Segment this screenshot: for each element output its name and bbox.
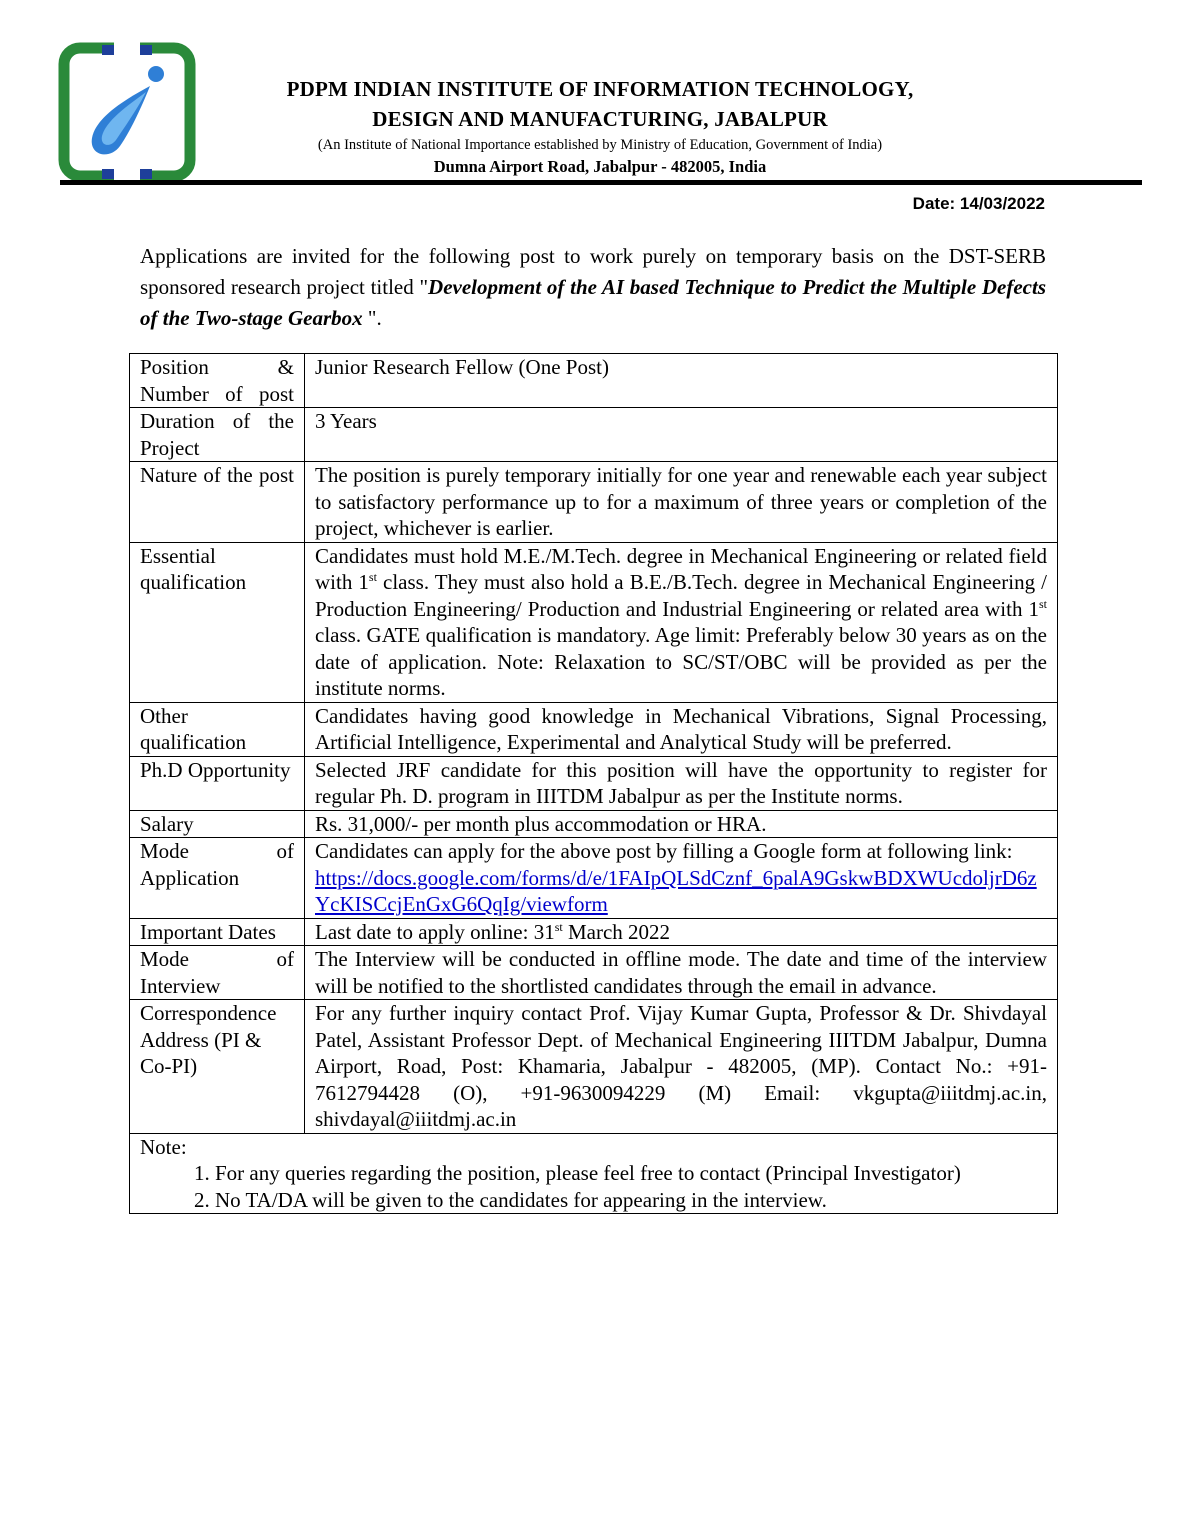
- essential-text-1: Candidates must hold M.E./M.Tech. degree in Mechanical Engineering or related field with 1: [315, 543, 1047, 594]
- essential-text-3: class. GATE qualification is mandatory. Age limit: Preferably below 30 years as on the date of application. Note: Relaxation to SC/ST/OBC will be provided as per the institute norms.: [315, 623, 1047, 700]
- institute-name-line1: PDPM INDIAN INSTITUTE OF INFORMATION TECHNOLOGY,: [286, 77, 914, 101]
- row-label: Nature of the post: [130, 462, 305, 543]
- row-value: Candidates having good knowledge in Mechanical Vibrations, Signal Processing, Artificial Intelligence, Experimental and Analytical Study will be preferred.: [305, 702, 1058, 756]
- row-value: For any further inquiry contact Prof. Vijay Kumar Gupta, Professor & Dr. Shivdayal Patel, Assistant Professor Dept. of Mechanical Engineering IIITDM Jabalpur, Dumna Airport, Road, Post: Khamaria, Jabalpur - 482005, (MP). Contact No.: +91-7612794428 (O), +91-9630094229 (M) Email: vkgupta@iiitdmj.ac.in, shivdayal@iiitdmj.ac.in: [305, 1000, 1058, 1134]
- dates-text: Last date to apply online: 31: [315, 919, 555, 944]
- row-label: Position & Number of post: [130, 354, 305, 408]
- table-row: [130, 702, 1058, 756]
- row-label: Essential qualification: [130, 542, 305, 702]
- intro-end: ".: [362, 306, 382, 330]
- row-value: The position is purely temporary initially for one year and renewable each year subject to satisfactory performance up to for a maximum of three years or completion of the project, whichever is earlier.: [305, 462, 1058, 543]
- project-title: Development of the AI based Technique to Predict the Multiple Defects of the Two-stage Gearbox: [140, 275, 1046, 330]
- notes-list: [140, 1160, 1047, 1213]
- row-value: [305, 542, 1058, 702]
- institute-address: Dumna Airport Road, Jabalpur - 482005, India: [433, 157, 767, 176]
- ordinal-suffix: st: [1038, 596, 1047, 611]
- row-value: [305, 918, 1058, 946]
- row-value: Rs. 31,000/- per month plus accommodation or HRA.: [305, 810, 1058, 838]
- table-row: [130, 1000, 1058, 1134]
- institute-subtitle: (An Institute of National Importance established by Ministry of Education, Government of India): [317, 137, 883, 153]
- table-row: [130, 810, 1058, 838]
- application-text: Candidates can apply for the above post by filling a Google form at following link:: [315, 839, 1013, 863]
- row-label: Mode of Interview: [130, 946, 305, 1000]
- dates-month: March 2022: [562, 919, 671, 944]
- notes-cell: [130, 1133, 1058, 1214]
- table-row: [130, 946, 1058, 1000]
- note-item: 1. For any queries regarding the position, please feel free to contact (Principal Investigator): [215, 1160, 1047, 1187]
- ordinal-suffix: st: [368, 570, 377, 584]
- institute-logo: [58, 42, 196, 182]
- intro-text: Applications are invited for the following post to work purely on temporary basis on the DST-SERB sponsored research project titled ": [140, 244, 1046, 299]
- document-date: Date: 14/03/2022: [912, 194, 1045, 213]
- table-row: [130, 542, 1058, 702]
- row-value: Selected JRF candidate for this position will have the opportunity to register for regular Ph. D. program in IIITDM Jabalpur as per the Institute norms.: [305, 756, 1058, 810]
- row-value: [305, 838, 1058, 919]
- row-label: Ph.D Opportunity: [130, 756, 305, 810]
- row-label: Important Dates: [130, 918, 305, 946]
- institute-name-line2: DESIGN AND MANUFACTURING, JABALPUR: [372, 107, 828, 131]
- header-rule: [60, 180, 1142, 185]
- essential-text-2: class. They must also hold a B.E./B.Tech. degree in Mechanical Engineering / Production Engineering/ Production and Industrial Engineering or related area with 1: [315, 570, 1047, 621]
- table-row: [130, 838, 1058, 919]
- table-row: [130, 1133, 1058, 1214]
- row-label: Salary: [130, 810, 305, 838]
- table-row: [130, 462, 1058, 543]
- table-row: [130, 918, 1058, 946]
- google-form-link[interactable]: https://docs.google.com/forms/d/e/1FAIpQLSdCznf_6palA9GskwBDXWUcdoljrD6zYcKISCcjEnGxG6QqIg/viewform: [315, 865, 1037, 916]
- institute-header: [230, 74, 970, 179]
- row-label: Other qualification: [130, 702, 305, 756]
- row-label: Mode of Application: [130, 838, 305, 919]
- table-row: [130, 756, 1058, 810]
- details-table: [129, 353, 1058, 1214]
- notes-title: Note:: [140, 1134, 187, 1159]
- row-label: Correspondence Address (PI & Co-PI): [130, 1000, 305, 1134]
- intro-paragraph: [140, 241, 1046, 334]
- row-label: Duration of the Project: [130, 408, 305, 462]
- note-item: 2. No TA/DA will be given to the candidates for appearing in the interview.: [215, 1187, 1047, 1214]
- table-row: [130, 408, 1058, 462]
- ordinal-suffix: st: [554, 919, 563, 934]
- row-value: Junior Research Fellow (One Post): [305, 354, 1058, 408]
- row-value: 3 Years: [305, 408, 1058, 462]
- row-value: The Interview will be conducted in offline mode. The date and time of the interview will be notified to the shortlisted candidates through the email in advance.: [305, 946, 1058, 1000]
- table-row: [130, 354, 1058, 408]
